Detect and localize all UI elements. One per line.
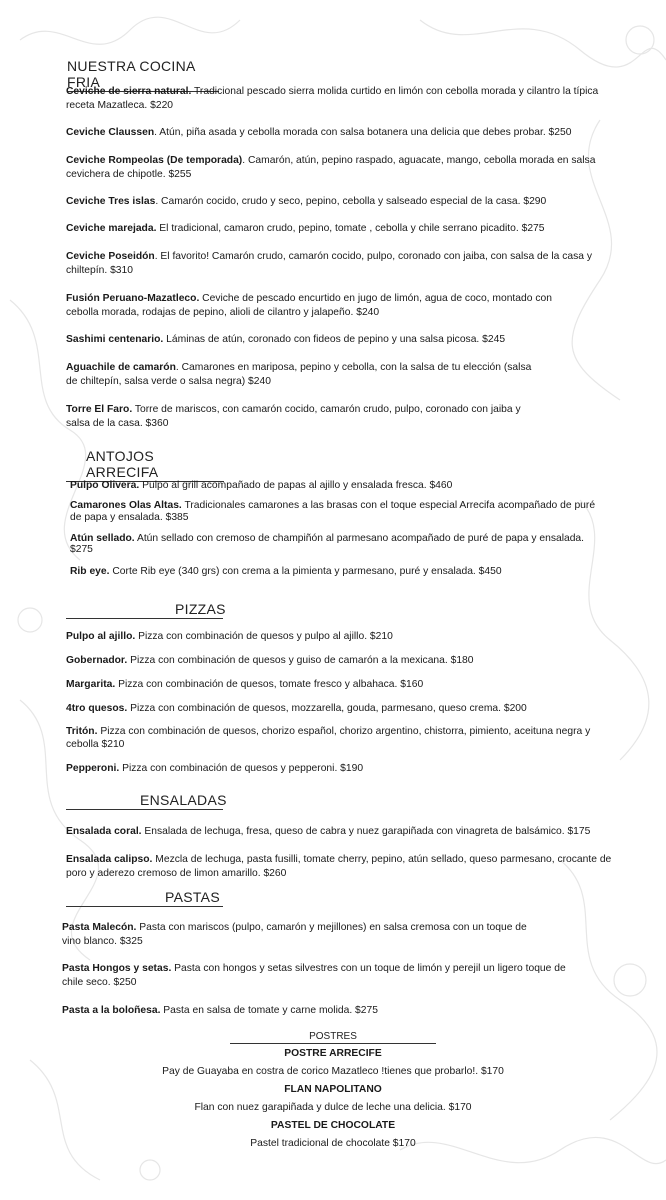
menu-item [66,702,606,716]
item-description: Tradicional pescado sierra molida curtido en limón con cebolla morada y cilantro la típica receta Mazatleca. $220 [66,86,599,111]
dessert-description: Flan con nuez garapiñada y dulce de leche una delicia. $170 [194,1102,472,1113]
section-title-ensaladas: ENSALADAS [66,792,223,810]
item-description: Láminas de atún, coronado con fideos de pepino y una salsa picosa. $245 [163,334,506,345]
item-description: . Camarones en mariposa, pepino y cebolla, con la salsa de tu elección (salsa de chiltepín, salsa verde o salsa negra) $240 [66,362,532,387]
dessert-description: Pastel tradicional de chocolate $170 [250,1138,416,1149]
item-name: Ceviche de sierra natural. [66,86,192,97]
section-title-cocina-fria: NUESTRA COCINA FRIA [67,58,219,92]
menu-item [62,921,542,948]
item-name: Rib eye. [70,566,110,577]
item-name: Pulpo Olivera. [70,480,140,491]
item-name: 4tro quesos. [66,703,128,714]
menu-item [66,403,546,430]
dessert-name: POSTRE ARRECIFE [284,1048,382,1059]
item-description: Ensalada de lechuga, fresa, queso de cabra y nuez garapiñada con vinagreta de balsámico. $175 [141,826,591,837]
item-description: Pizza con combinación de quesos, mozzarella, gouda, parmesano, queso crema. $200 [127,703,527,714]
item-description: Pasta con hongos y setas silvestres con un toque de limón y perejil un ligero toque de chile seco. $250 [62,963,566,988]
item-name: Ceviche Rompeolas (De temporada) [66,155,243,166]
item-description: . Camarón, atún, pepino raspado, aguacate, mango, cebolla morada en salsa cevichera de chipotle. $255 [66,155,596,180]
menu-item [70,479,610,493]
item-name: Ceviche Poseidón [66,251,155,262]
menu-item [66,154,606,181]
item-name: Pulpo al ajillo. [66,631,136,642]
item-description: Pasta con mariscos (pulpo, camarón y mejillones) en salsa cremosa con un toque de vino blanco. $325 [62,922,527,947]
item-description: Ceviche de pescado encurtido en jugo de limón, agua de coco, montado con cebolla morada, rodajas de pepino, alioli de cilantro y jalapeño. $240 [66,293,552,318]
dessert-description: Pay de Guayaba en costra de corico Mazatleco !tienes que probarlo!. $170 [162,1066,504,1077]
item-name: Ceviche Claussen [66,127,155,138]
item-name: Ceviche Tres islas [66,196,156,207]
menu-item [66,630,606,644]
menu-item [66,292,586,319]
menu-item [70,533,585,555]
menu-item [66,250,612,277]
item-description: Pulpo al grill acompañado de papas al ajillo y ensalada fresca. $460 [139,480,453,491]
item-description: Pasta en salsa de tomate y carne molida. $275 [160,1005,378,1016]
menu-item [66,222,606,236]
item-description: El tradicional, camaron crudo, pepino, tomate , cebolla y chile serrano picadito. $275 [156,223,545,234]
section-title-pizzas: PIZZAS [66,601,223,619]
menu-item [62,962,582,989]
item-description: Pizza con combinación de quesos y guiso de camarón a la mexicana. $180 [127,655,474,666]
item-name: Tritón. [66,726,98,737]
item-description: Torre de mariscos, con camarón cocido, camarón crudo, pulpo, coronado con jaiba y salsa de la casa. $360 [66,404,521,429]
dessert-name: FLAN NAPOLITANO [284,1084,382,1095]
item-name: Fusión Peruano-Mazatleco. [66,293,200,304]
menu-item [70,500,605,524]
menu-item [66,825,626,839]
item-name: Ensalada calipso. [66,854,153,865]
menu-item [66,678,606,692]
item-name: Pasta Malecón. [62,922,137,933]
menu-item [66,126,606,140]
item-name: Sashimi centenario. [66,334,164,345]
item-name: Aguachile de camarón [66,362,176,373]
item-description: Atún sellado con cremoso de champiñón al parmesano acompañado de puré de papa y ensalada. $275 [70,533,585,555]
item-name: Camarones Olas Altas. [70,500,182,511]
item-name: Ceviche marejada. [66,223,157,234]
menu-item [66,726,618,751]
item-description: Mezcla de lechuga, pasta fusilli, tomate cherry, pepino, atún sellado, queso parmesano, crocante de poro y aderezo cremoso de limon amarillo. $260 [66,854,612,879]
item-description: . Camarón cocido, crudo y seco, pepino, cebolla y salseado especial de la casa. $290 [155,196,547,207]
menu-item [70,565,610,579]
item-description: Pizza con combinación de quesos, chorizo español, chorizo argentino, chistorra, pimiento, aceituna negra y cebolla $210 [66,726,591,750]
item-name: Pepperoni. [66,763,120,774]
section-title-pastas: PASTAS [66,889,223,907]
item-name: Pasta a la boloñesa. [62,1005,161,1016]
menu-item [66,361,536,388]
item-name: Ensalada coral. [66,826,142,837]
section-title-postres: POSTRES [230,1031,436,1044]
item-name: Margarita. [66,679,116,690]
item-description: Pizza con combinación de quesos y pulpo al ajillo. $210 [135,631,393,642]
item-description: Corte Rib eye (340 grs) con crema a la pimienta y parmesano, puré y ensalada. $450 [109,566,502,577]
menu-item [66,762,606,776]
menu-item [66,654,606,668]
item-description: Pizza con combinación de quesos, tomate fresco y albahaca. $160 [115,679,424,690]
menu-item [66,333,606,347]
item-name: Atún sellado. [70,533,135,544]
item-name: Gobernador. [66,655,128,666]
menu-item [62,1004,582,1018]
menu-item [66,195,606,209]
item-name: Pasta Hongos y setas. [62,963,172,974]
menu-item [66,85,606,112]
item-description: . El favorito! Camarón crudo, camarón cocido, pulpo, coronado con jaiba, con salsa de la casa y chiltepín. $310 [66,251,592,276]
item-description: . Atún, piña asada y cebolla morada con salsa botanera una delicia que debes probar. $250 [154,127,572,138]
dessert-name: PASTEL DE CHOCOLATE [270,1120,396,1131]
item-description: Pizza con combinación de quesos y pepperoni. $190 [119,763,364,774]
item-description: Tradicionales camarones a las brasas con el toque especial Arrecifa acompañado de puré de papa y ensalada. $385 [70,500,596,523]
item-name: Torre El Faro. [66,404,133,415]
menu-item [66,853,631,880]
section-title-antojos: ANTOJOS ARRECIFA [66,448,224,482]
